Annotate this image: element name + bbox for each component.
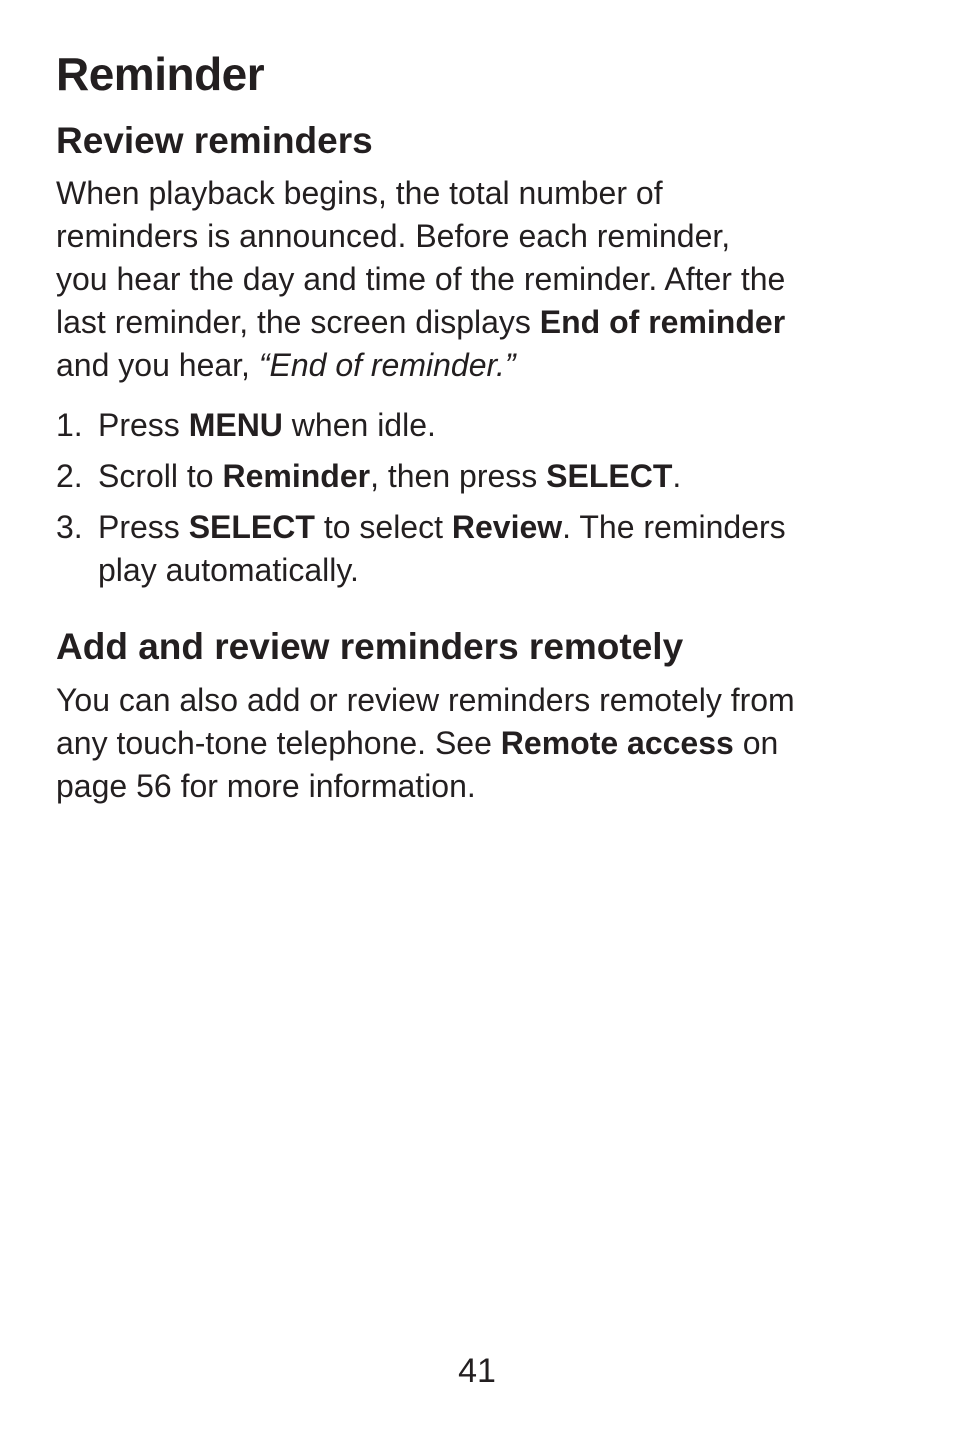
page-title: Reminder bbox=[56, 48, 265, 100]
step-number: 2. bbox=[56, 458, 83, 494]
step-text bbox=[98, 506, 916, 549]
paragraph-text: last reminder, the screen displays bbox=[56, 304, 540, 340]
step-2 bbox=[56, 455, 916, 498]
review-option-label: Review bbox=[451, 509, 563, 545]
end-of-reminder-announcement: “End of reminder.” bbox=[258, 347, 516, 383]
step-text: play automatically. bbox=[98, 552, 359, 588]
remote-access-reference: Remote access bbox=[500, 725, 734, 761]
paragraph-line: page 56 for more information. bbox=[56, 768, 476, 804]
step-text-part: . The reminders bbox=[562, 509, 786, 545]
paragraph-line bbox=[56, 722, 916, 765]
reminder-menu-label: Reminder bbox=[222, 458, 371, 494]
select-key-label: SELECT bbox=[188, 509, 315, 545]
review-steps-list bbox=[56, 404, 916, 592]
step-text bbox=[98, 455, 916, 498]
select-key-label: SELECT bbox=[546, 458, 673, 494]
page-number: 41 bbox=[458, 1352, 496, 1390]
paragraph-line: You can also add or review reminders remotely from bbox=[56, 682, 795, 718]
step-text-part: . bbox=[672, 458, 682, 494]
step-text-part: Scroll to bbox=[98, 458, 223, 494]
step-text-part: when idle. bbox=[282, 407, 436, 443]
step-3 bbox=[56, 506, 916, 592]
paragraph-text: on bbox=[733, 725, 779, 761]
paragraph-line: reminders is announced. Before each reminder, bbox=[56, 218, 731, 254]
step-number: 1. bbox=[56, 407, 83, 443]
paragraph-line: you hear the day and time of the reminder. After the bbox=[56, 261, 786, 297]
end-of-reminder-screen-text: End of reminder bbox=[539, 304, 786, 340]
remote-reminders-paragraph bbox=[56, 679, 916, 808]
review-reminders-paragraph bbox=[56, 172, 916, 387]
section-heading-remote-reminders: Add and review reminders remotely bbox=[56, 626, 684, 667]
step-text-part: to select bbox=[314, 509, 452, 545]
paragraph-text: any touch-tone telephone. See bbox=[56, 725, 501, 761]
section-heading-review-reminders: Review reminders bbox=[56, 120, 373, 161]
paragraph-text: and you hear, bbox=[56, 347, 259, 383]
step-text bbox=[98, 404, 916, 447]
paragraph-line bbox=[56, 301, 916, 344]
paragraph-line: When playback begins, the total number of bbox=[56, 175, 663, 211]
paragraph-line bbox=[56, 344, 916, 387]
step-1 bbox=[56, 404, 916, 447]
step-number: 3. bbox=[56, 509, 83, 545]
step-text-part: Press bbox=[98, 407, 189, 443]
step-text-part: Press bbox=[98, 509, 189, 545]
menu-key-label: MENU bbox=[188, 407, 283, 443]
step-text-part: , then press bbox=[370, 458, 547, 494]
